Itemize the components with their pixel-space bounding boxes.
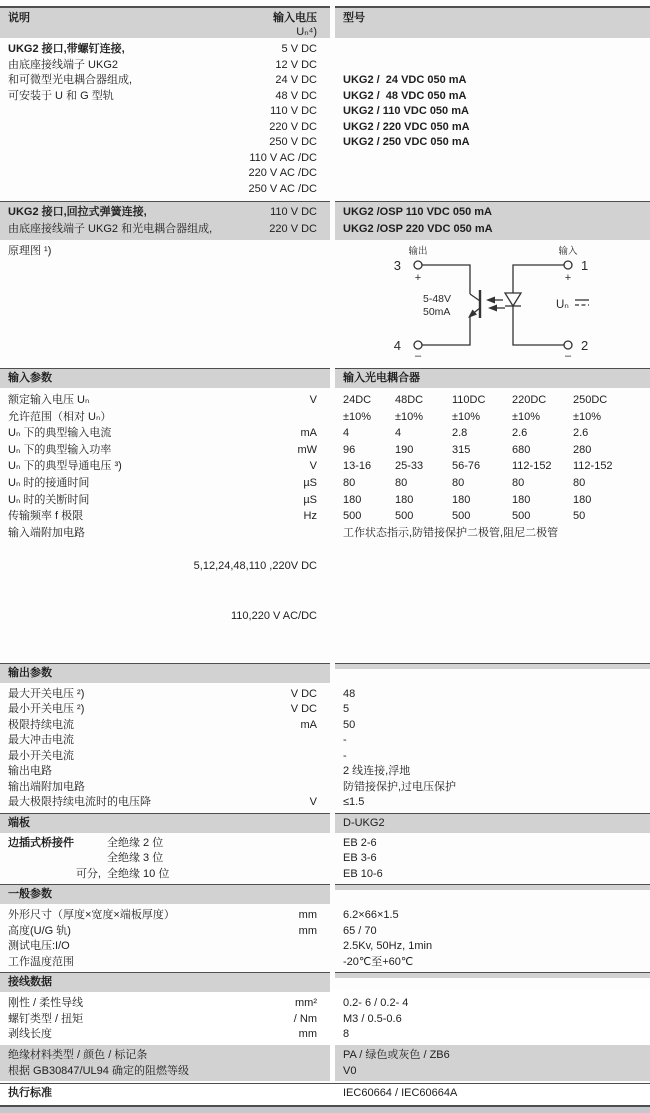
param-value: 80 [573, 476, 586, 489]
terminal-1-circle [564, 261, 572, 269]
param-unit: µS [303, 476, 317, 489]
spec-row [0, 996, 650, 1012]
description-line: UKG2 接口,回拉式弹簧连接, [8, 206, 147, 218]
input-voltage-symbol: Uₙ⁴) [296, 26, 317, 38]
terminal-3-polarity: + [414, 272, 422, 284]
spec-row [0, 525, 650, 658]
light-arrow-bottom-head [488, 305, 497, 312]
model-number: UKG2 /OSP 220 VDC 050 mA [343, 222, 493, 235]
param-unit: mm [298, 909, 317, 921]
param-value: 56-76 [452, 460, 481, 473]
input-voltage-value: 5 V DC [281, 43, 317, 55]
param-value: 13-16 [343, 460, 372, 473]
section-header-wiring-data [0, 972, 650, 992]
param-value: 250DC [573, 394, 608, 406]
param-unit: mm [298, 1028, 317, 1040]
param-label: 传输频率 f 极限 [8, 510, 84, 523]
model-number: UKG2 / 24 VDC 050 mA [343, 74, 467, 86]
param-label: Uₙ 下的典型输入电流 [8, 427, 112, 440]
param-value: 48 [343, 687, 356, 700]
param-value: 112-152 [512, 460, 552, 473]
emitter-wire [422, 316, 470, 345]
param-unit: mW [297, 443, 317, 456]
param-unit: mA [300, 718, 317, 731]
material-left-band [0, 1045, 330, 1081]
param-unit: mm [298, 924, 317, 937]
standards-title: 执行标准 [8, 1086, 52, 1099]
param-sublabel: 全绝缘 3 位 [107, 852, 164, 864]
terminal-4-number: 4 [393, 338, 401, 353]
bridge-table [0, 836, 650, 883]
param-value: 2.8 [452, 427, 468, 440]
param-value: 5 [343, 703, 350, 715]
param-label: 输入端附加电路 [8, 526, 85, 539]
spec-row [0, 795, 650, 811]
param-value: V0 [343, 1064, 357, 1077]
param-value: 315 [452, 443, 471, 456]
param-sublabel: 全绝缘 2 位 [107, 836, 164, 849]
terminal-1-number: 1 [581, 258, 589, 273]
param-label: 最大冲击电流 [8, 734, 74, 746]
param-label: 测试电压:I/O [8, 940, 70, 952]
param-label: 根据 GB30847/UL94 确定的阻燃等级 [8, 1064, 189, 1077]
param-label [0, 851, 107, 867]
spec-row [0, 718, 650, 734]
model-number: UKG2 / 48 VDC 050 mA [343, 89, 467, 102]
input-voltage-value: 250 V DC [269, 136, 317, 148]
spec-row [0, 836, 650, 852]
current-label: 50mA [423, 306, 451, 318]
section-title: 端板 [8, 816, 30, 829]
column-header-model: 型号 [343, 12, 365, 24]
param-value: EB 3-6 [343, 852, 377, 864]
terminal-3-circle [414, 261, 422, 269]
param-value: 65 / 70 [343, 924, 377, 937]
param-label: 允许范围（相对 Uₙ） [8, 410, 112, 423]
param-value: ≤1.5 [343, 796, 365, 808]
param-label: 最小开关电流 [8, 749, 74, 762]
param-unit: µS [303, 493, 317, 506]
spec-row [0, 939, 650, 955]
param-value: 500 [452, 510, 471, 523]
spec-row [0, 908, 650, 924]
param-unit: mm² [295, 997, 317, 1009]
input-voltage-value: 110 V AC /DC [249, 151, 317, 164]
osp-left-band [0, 201, 330, 240]
un-voltage-label: Uₙ [556, 299, 569, 311]
param-value: 80 [452, 476, 465, 489]
param-label: 最大极限持续电流时的电压降 [8, 796, 151, 808]
param-value: 50 [573, 510, 586, 523]
param-value: 0.2- 6 / 0.2- 4 [343, 997, 409, 1009]
param-unit [317, 733, 330, 749]
param-value: 2.6 [573, 427, 589, 440]
param-value: 110DC [452, 394, 486, 406]
model-row [0, 58, 650, 74]
param-value: 680 [512, 443, 531, 456]
spec-row [0, 851, 650, 867]
param-label: 高度(U/G 轨) [8, 924, 71, 937]
transistor-collector [470, 294, 480, 301]
spec-row [0, 392, 650, 409]
description-line: 由底座接线端子 UKG2 和光电耦合器组成, [8, 222, 213, 235]
page-footer-bar [0, 1105, 650, 1113]
input-voltage-value: 110 V DC [270, 206, 317, 218]
voltage-range-label: 5-48V [423, 293, 452, 305]
spec-row [0, 749, 650, 765]
param-unit: V [309, 394, 317, 406]
input-voltage-value: 220 V DC [269, 222, 317, 235]
input-voltage-value: 48 V DC [275, 89, 317, 102]
param-value: 防错接保护,过电压保护 [343, 780, 457, 793]
param-value: 80 [395, 476, 408, 489]
param-unit: V DC [290, 703, 317, 715]
input-voltage-value: 110 V DC [270, 105, 317, 117]
param-label: Uₙ 时的关断时间 [8, 493, 90, 506]
param-unit: Hz [303, 510, 317, 523]
standards-value: IEC60664 / IEC60664A [343, 1086, 458, 1099]
param-value: ±10% [573, 410, 602, 423]
param-value: PA / 绿色或灰色 / ZB6 [343, 1048, 450, 1061]
param-value: 500 [512, 510, 531, 523]
terminal-2-number: 2 [581, 338, 589, 353]
param-value: 500 [343, 510, 362, 523]
param-unit [317, 409, 330, 426]
output-params-table [0, 687, 650, 811]
section-header-general-params [0, 884, 650, 904]
input-voltage-value: 220 V DC [269, 120, 317, 133]
section-right-title: 输入光电耦合器 [343, 372, 420, 384]
spec-row [0, 924, 650, 940]
param-value: 4 [395, 427, 402, 440]
spec-row [0, 1027, 650, 1043]
param-value: - [343, 734, 347, 746]
param-value: 2.5Kv, 50Hz, 1min [343, 940, 433, 952]
param-label: Uₙ 下的典型输入功率 [8, 443, 112, 456]
spec-row [0, 955, 650, 971]
model-row [0, 221, 330, 238]
param-label: 最小开关电压 ²) [8, 703, 85, 715]
model-row [0, 166, 650, 182]
spec-row [0, 764, 650, 780]
param-unit: / Nm [293, 1012, 317, 1025]
param-value: 220DC [512, 394, 547, 406]
terminal-1-polarity: + [564, 272, 572, 284]
param-left-values: 5,12,24,48,110 ,220V DC 110,220 V AC/DC [193, 559, 317, 622]
model-number: UKG2 / 220 VDC 050 mA [343, 120, 470, 133]
schematic-diagram [335, 244, 650, 366]
param-label: 极限持续电流 [8, 718, 74, 731]
output-label: 输出 [408, 246, 428, 257]
param-value: 4 [343, 427, 350, 440]
param-label: 刚性 / 柔性导线 [8, 997, 84, 1009]
param-value: ±10% [452, 410, 481, 423]
param-value: 112-152 [573, 460, 613, 473]
param-value: 80 [343, 476, 356, 489]
param-value: EB 2-6 [343, 836, 377, 849]
model-row [0, 89, 650, 105]
param-label: 边插式桥接件 [8, 836, 74, 849]
material-section [0, 1045, 650, 1081]
section-title: 输入参数 [8, 372, 52, 384]
param-value: 6.2×66×1.5 [343, 909, 399, 921]
param-label: 工作温度范围 [8, 955, 74, 968]
param-value: - [343, 749, 347, 762]
param-label: 外形尺寸（厚度×宽度×端板厚度） [8, 909, 175, 921]
model-row [0, 73, 650, 89]
param-sublabel: 全绝缘 10 位 [107, 867, 170, 880]
param-value: 工作状态指示,防错接保护二极管,阻尼二极管 [343, 526, 559, 539]
param-value: 180 [512, 493, 531, 506]
input-voltage-value: 250 V AC /DC [248, 182, 317, 195]
description-line: 和可微型光电耦合器组成, [8, 74, 133, 86]
param-value: EB 10-6 [343, 867, 383, 880]
section-header-input-params [0, 368, 650, 388]
osp-right-band [335, 201, 650, 240]
spec-row [0, 687, 650, 703]
param-label: 输出电路 [8, 765, 52, 777]
terminal-4-polarity: – [414, 350, 422, 362]
param-unit: V [309, 796, 317, 808]
terminal-2-polarity: – [564, 350, 572, 362]
section-title: 输出参数 [8, 666, 52, 679]
param-value: 48DC [395, 394, 424, 406]
param-label: 剥线长度 [8, 1028, 52, 1040]
input-voltage-value: 24 V DC [275, 74, 317, 86]
material-right-band [335, 1045, 650, 1081]
param-value: 24DC [343, 394, 372, 406]
param-value: -20℃至+60℃ [343, 955, 414, 968]
model-row [0, 151, 650, 167]
model-row [0, 42, 650, 58]
param-label: 螺钉类型 / 扭矩 [8, 1012, 84, 1025]
schematic-caption: 原理图 ¹) [8, 245, 52, 257]
spec-row [0, 425, 650, 442]
param-label: 额定输入电压 Uₙ [8, 394, 90, 406]
spec-row [0, 508, 650, 525]
column-header-description: 说明 [8, 12, 30, 24]
input-params-table [0, 392, 650, 658]
table-column-header [0, 6, 650, 38]
param-value: 180 [452, 493, 471, 506]
section-header-endplate [0, 813, 650, 833]
spec-row [0, 442, 650, 459]
param-value: 8 [343, 1028, 350, 1040]
spring-connection-section [0, 201, 650, 240]
input-voltage-value: 220 V AC /DC [248, 167, 317, 179]
model-row [0, 120, 650, 136]
standards-row [0, 1083, 650, 1104]
param-value: 50 [343, 718, 356, 731]
param-value: ±10% [512, 410, 541, 423]
input-label: 输入 [558, 246, 578, 257]
param-value: 280 [573, 443, 592, 456]
wiring-data-table [0, 996, 650, 1043]
spec-row [0, 1012, 650, 1028]
input-voltage-value: 12 V DC [275, 58, 317, 71]
spec-row [0, 780, 650, 796]
param-value: 2.6 [512, 427, 528, 440]
param-unit: V [309, 460, 317, 473]
param-unit [317, 780, 330, 796]
section-title: 接线数据 [8, 976, 52, 988]
param-unit [317, 764, 330, 780]
param-label: 绝缘材料类型 / 颜色 / 标记条 [8, 1048, 148, 1061]
model-row [0, 182, 650, 198]
param-label: Uₙ 时的接通时间 [8, 476, 90, 489]
spec-row [0, 409, 650, 426]
header-left-cell [0, 6, 330, 38]
model-number: UKG2 / 110 VDC 050 mA [343, 105, 469, 117]
param-unit [317, 955, 330, 971]
param-value: 190 [395, 443, 414, 456]
terminal-2-circle [564, 341, 572, 349]
param-label: Uₙ 下的典型导通电压 ³) [8, 460, 122, 473]
terminal-4-circle [414, 341, 422, 349]
param-unit [317, 939, 330, 955]
param-value: 80 [512, 476, 525, 489]
spec-row [0, 867, 650, 883]
model-row [0, 104, 650, 120]
description-line: 由底座接线端子 UKG2 [8, 58, 119, 71]
led-anode-wire [513, 265, 564, 293]
column-header-input-voltage: 输入电压 Uₙ⁴) [273, 12, 317, 38]
param-value: 180 [573, 493, 592, 506]
model-number: UKG2 /OSP 110 VDC 050 mA [343, 206, 492, 218]
param-label: 可分, [75, 867, 101, 880]
param-value: 180 [395, 493, 414, 506]
description-line: UKG2 接口,带螺钉连接, [8, 43, 125, 55]
screw-connection-section [0, 42, 650, 197]
param-value: 2 线连接,浮地 [343, 765, 411, 777]
terminal-3-number: 3 [393, 258, 401, 273]
param-value: M3 / 0.5-0.6 [343, 1012, 402, 1025]
spec-row [0, 458, 650, 475]
model-row [0, 135, 650, 151]
param-label: 输出端附加电路 [8, 780, 85, 793]
section-header-output-params [0, 663, 650, 683]
spec-row [0, 702, 650, 718]
param-value: 96 [343, 443, 356, 456]
light-arrow-top-head [486, 297, 495, 304]
param-unit [317, 749, 330, 765]
param-unit: mA [300, 427, 317, 440]
param-value: 25-33 [395, 460, 424, 473]
section-title: 一般参数 [8, 888, 52, 900]
spec-row [0, 733, 650, 749]
model-number: UKG2 / 250 VDC 050 mA [343, 136, 470, 148]
description-line: 可安装于 U 和 G 型轨 [8, 89, 114, 102]
led-cathode-wire [513, 306, 564, 345]
param-value: 180 [343, 493, 362, 506]
spec-row [0, 492, 650, 509]
param-unit: V DC [290, 687, 317, 700]
general-params-table [0, 908, 650, 970]
spec-row [0, 475, 650, 492]
param-value: ±10% [343, 410, 372, 423]
header-right-cell [335, 6, 650, 38]
endplate-value: D-UKG2 [343, 816, 385, 829]
param-value: ±10% [395, 410, 424, 423]
param-value: 500 [395, 510, 414, 523]
schematic-section [0, 244, 650, 366]
param-label: 最大开关电压 ²) [8, 687, 85, 700]
model-row [0, 204, 330, 221]
led-triangle [505, 293, 521, 306]
collector-wire [422, 265, 470, 294]
